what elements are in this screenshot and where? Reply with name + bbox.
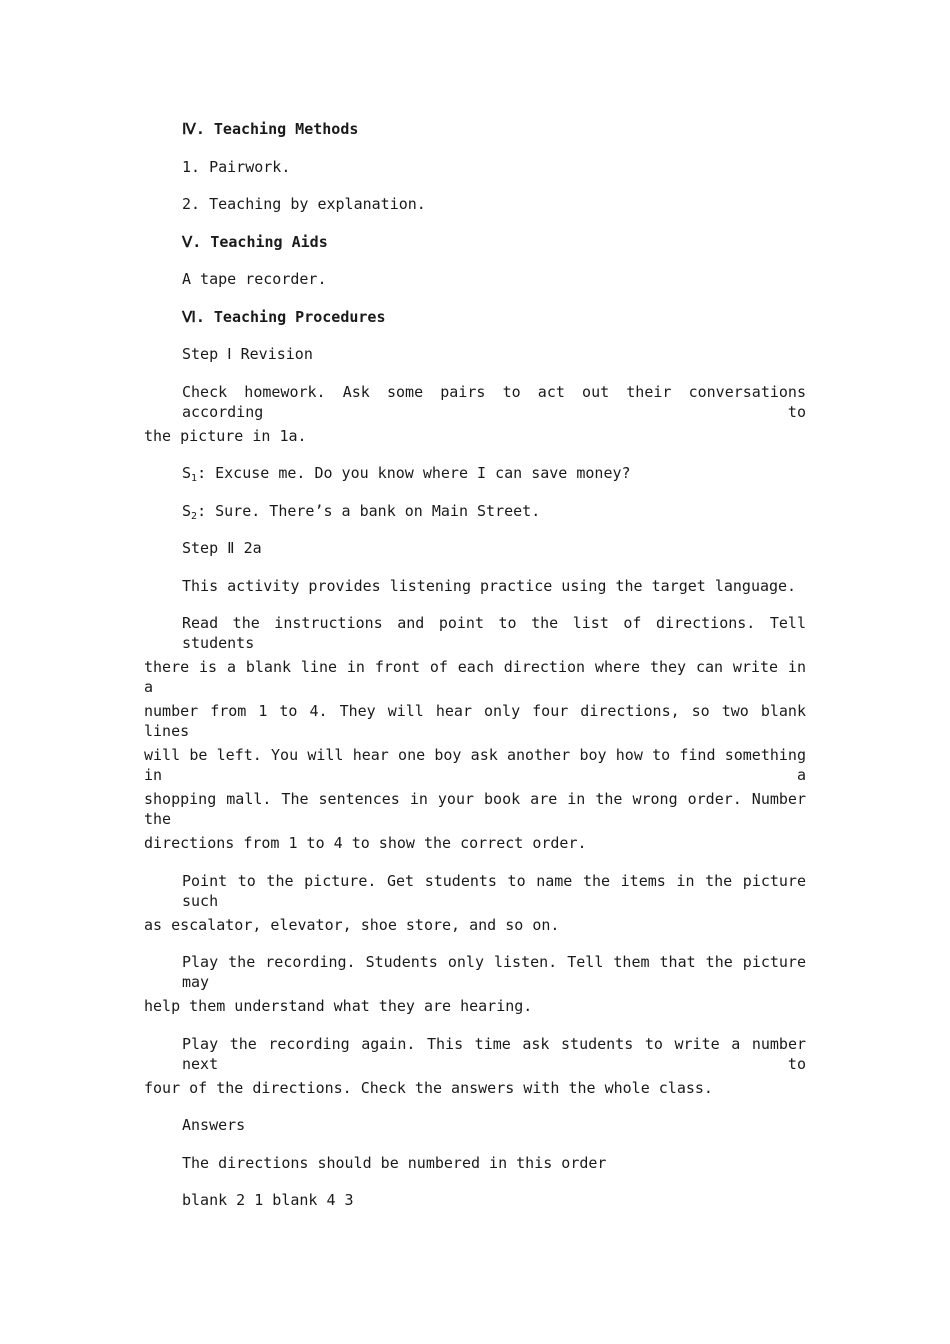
paragraph-line: shopping mall. The sentences in your book are in the wrong order. Number the <box>144 790 806 828</box>
speaker-subscript: 1 <box>191 473 198 484</box>
section-heading-teaching-procedures: Ⅵ. Teaching Procedures <box>182 308 386 326</box>
paragraph-line: there is a blank line in front of each direction where they can write in a <box>144 658 806 696</box>
paragraph-line: number from 1 to 4. They will hear only four directions, so two blank lines <box>144 702 806 740</box>
section-heading-teaching-methods: Ⅳ. Teaching Methods <box>182 120 359 138</box>
dialogue-text: : Excuse me. Do you know where I can save money? <box>197 464 631 482</box>
paragraph-line: Check homework. Ask some pairs to act out their conversations according to <box>182 383 806 421</box>
section-heading-teaching-aids: Ⅴ. Teaching Aids <box>182 233 328 251</box>
paragraph-line: Play the recording again. This time ask students to write a number next to <box>182 1035 806 1073</box>
dialogue-text: : Sure. There’s a bank on Main Street. <box>197 502 541 520</box>
paragraph-line: Read the instructions and point to the list of directions. Tell students <box>182 614 806 652</box>
answers-label: Answers <box>182 1116 246 1134</box>
step-title: Step Ⅱ 2a <box>182 539 262 557</box>
list-item: 2. Teaching by explanation. <box>182 195 426 213</box>
speaker-subscript: 2 <box>191 511 198 522</box>
paragraph-line: as escalator, elevator, shoe store, and so on. <box>144 916 560 934</box>
speaker-label: S <box>182 464 192 482</box>
speaker-label: S <box>182 502 192 520</box>
answers-sequence: blank 2 1 blank 4 3 <box>182 1191 354 1209</box>
paragraph-line: help them understand what they are hearing. <box>144 997 533 1015</box>
paragraph: A tape recorder. <box>182 270 327 288</box>
paragraph-line: the picture in 1a. <box>144 427 307 445</box>
dialogue-line <box>182 463 631 489</box>
paragraph-line: directions from 1 to 4 to show the correct order. <box>144 834 587 852</box>
paragraph: This activity provides listening practice using the target language. <box>182 577 797 595</box>
paragraph-line: Play the recording. Students only listen. Tell them that the picture may <box>182 953 806 991</box>
paragraph-line: Point to the picture. Get students to name the items in the picture such <box>182 872 806 910</box>
paragraph-line: will be left. You will hear one boy ask another boy how to find something in a <box>144 746 806 784</box>
paragraph-line: four of the directions. Check the answers with the whole class. <box>144 1079 713 1097</box>
answers-intro: The directions should be numbered in this order <box>182 1154 607 1172</box>
step-title: Step Ⅰ Revision <box>182 345 313 363</box>
dialogue-line <box>182 501 540 527</box>
list-item: 1. Pairwork. <box>182 158 291 176</box>
